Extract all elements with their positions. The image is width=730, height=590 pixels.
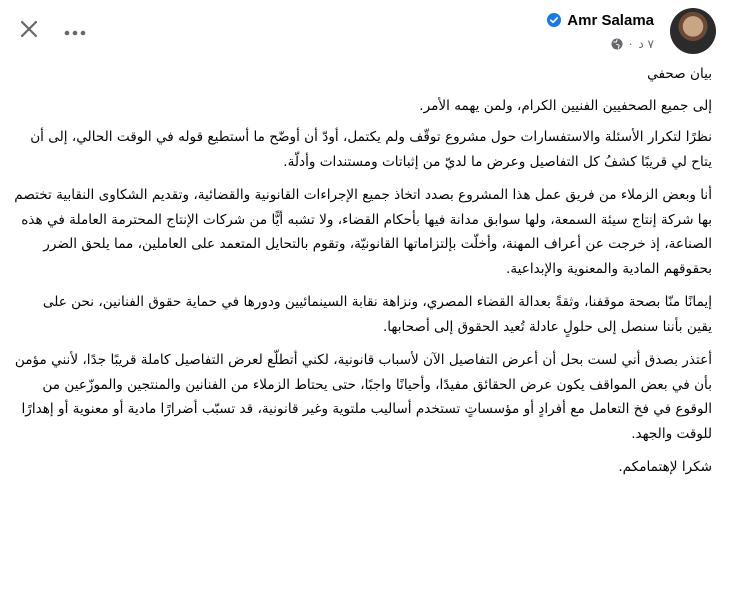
author-row (547, 10, 654, 30)
close-icon (19, 19, 39, 43)
author-name[interactable]: Amr Salama (567, 11, 654, 29)
post-text (14, 62, 712, 489)
post-paragraph: إيمانًا منّا بصحة موقفنا، وثقةً بعدالة القضاء المصري، ونزاهة نقابة السينمائيين ودورها في حماية حقوق الفنانين، نحن على يقين بأننا سنصل إلى حلولٍ عادلة تُعيد الحقوق إلى أصحابها. (42, 294, 712, 335)
avatar[interactable] (670, 8, 716, 54)
globe-icon[interactable] (611, 38, 623, 50)
post-timestamp[interactable]: ٧ د (638, 37, 654, 51)
post-meta (547, 36, 654, 52)
post-paragraph: أنا وبعض الزملاء من فريق عمل هذا المشروع بصدد اتخاذ جميع الإجراءات القانونية والقضائية، وتقديم الشكاوى النقابية تختصم بها شركة إنتاج سيئة السمعة، ولها سوابق مدانة فيها بأحكام القضاء، ولا تشبه أيًّا من شركات الإنتاج المحترمة العاملة في هذه الصناعة، إذ خرجت عن أعراف المهنة، وأخلّت بإلتزاماتها القانونيّة، وتقوم بالتحايل المتعمد على العاملين، مما يلحق الضرر بحقوقهم المادية والمعنوية والإبداعية. (14, 187, 712, 277)
post-paragraph-greeting: إلى جميع الصحفيين الفنيين الكرام، ولمن يهمه الأمر. (419, 97, 712, 114)
more-options-icon (64, 22, 86, 41)
post-paragraph-closing: شكرا لإهتمامكم. (618, 459, 712, 475)
close-button[interactable] (14, 16, 44, 46)
post-paragraph: أعتذر بصدق أني لست بحل أن أعرض التفاصيل الآن لأسباب قانونية، لكني أتطلّع لعرض التفاصيل كاملة قريبًا جدًا، لأنني مؤمن بأن في بعض المواقف يكون عرض الحقائق مفيدًا، وأحيانًا واجبًا، حتى يحتاط الزملاء من الفنانين والمنتجين والموزّعين من الوقوع في فخ التعامل مع أفرادٍ أو مؤسساتٍ تستخدم أساليب ملتوية وغير قانونية، قد تسبّب أضرارًا مادية أو معنوية أو إهدارًا للوقت والجهد. (14, 352, 712, 442)
author-block (547, 10, 654, 52)
meta-separator: · (628, 37, 633, 51)
post-header (0, 0, 730, 64)
more-options-button[interactable] (60, 16, 90, 46)
post-paragraph-title: بيان صحفي (647, 66, 712, 82)
post-paragraph: نظرًا لتكرار الأسئلة والاستفسارات حول مشروع توقّف ولم يكتمل، أودّ أن أوضّح ما أستطيع قوله في الوقت الحالي، إلى أن يتاح لي قريبًا كشفُ كل التفاصيل وعرض ما لديّ من إثباتات ومستندات وأدلّة. (30, 129, 712, 170)
verified-badge-icon (547, 13, 561, 27)
